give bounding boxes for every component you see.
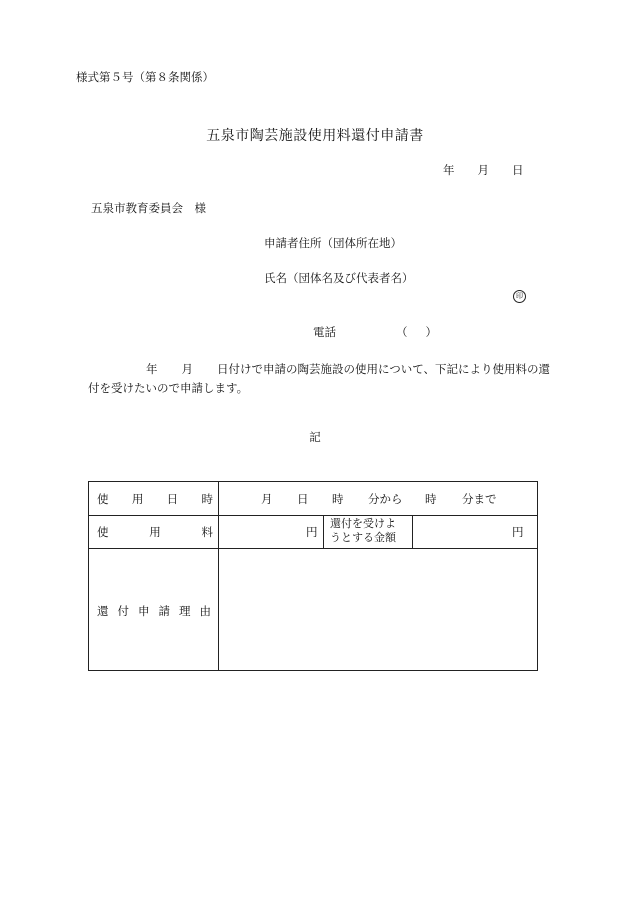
label-char: 由: [199, 604, 211, 618]
date-day-label: 日: [512, 163, 524, 177]
label-char: 日: [166, 492, 179, 506]
label-char: 付: [117, 604, 129, 618]
refund-label-line2: うとする金額: [330, 531, 396, 544]
refund-reason-label: [97, 603, 211, 619]
refund-amount-label: [330, 517, 396, 545]
table-divider: [412, 515, 413, 548]
form-number: 様式第５号（第８条関係）: [76, 70, 214, 84]
label-char: 時: [201, 492, 213, 506]
refund-label-line1: 還付を受けよ: [330, 517, 396, 530]
value-part: 時: [332, 492, 344, 506]
body-text: 日付けで申請の陶芸施設の使用について、下記により使用料の還付を受けたいので申請します。: [88, 362, 551, 395]
label-char: 用: [131, 492, 144, 506]
body-paragraph: [88, 360, 558, 398]
table-divider: [89, 515, 537, 516]
usage-table: [88, 481, 538, 671]
body-month-label: 月: [181, 362, 193, 376]
date-month-label: 月: [477, 163, 489, 177]
value-part: 日: [297, 492, 309, 506]
fee-unit: 円: [306, 525, 318, 539]
usage-fee-label: [97, 524, 213, 540]
document-title: 五泉市陶芸施設使用料還付申請書: [206, 128, 424, 144]
phone-paren-open: （: [396, 325, 408, 339]
label-char: 用: [149, 525, 161, 539]
label-char: 請: [158, 604, 170, 618]
usage-datetime-label: [97, 491, 213, 507]
table-divider: [89, 548, 537, 549]
phone-paren-close: ）: [425, 325, 437, 339]
applicant-address-label: 申請者住所（団体所在地）: [264, 236, 402, 250]
label-char: 使: [97, 525, 109, 539]
value-part: 月: [261, 492, 273, 506]
table-divider: [323, 515, 324, 548]
body-year-label: 年: [146, 362, 158, 376]
seal-mark: 印: [513, 290, 526, 303]
label-char: 料: [201, 525, 213, 539]
label-char: 還: [97, 604, 109, 618]
phone-line: [313, 325, 437, 340]
addressee: 五泉市教育委員会 様: [91, 201, 206, 215]
date-line: [443, 163, 524, 178]
label-char: 理: [179, 604, 191, 618]
value-part: 時: [425, 492, 437, 506]
applicant-name-label: 氏名（団体名及び代表者名）: [264, 271, 414, 285]
label-char: 使: [97, 492, 109, 506]
ki-label: 記: [309, 430, 321, 444]
table-divider: [218, 482, 219, 670]
label-char: 申: [138, 604, 150, 618]
value-part: 分まで: [462, 492, 497, 506]
refund-unit: 円: [512, 525, 524, 539]
value-part: 分から: [368, 492, 403, 506]
date-year-label: 年: [443, 163, 455, 177]
phone-label: 電話: [313, 325, 336, 339]
